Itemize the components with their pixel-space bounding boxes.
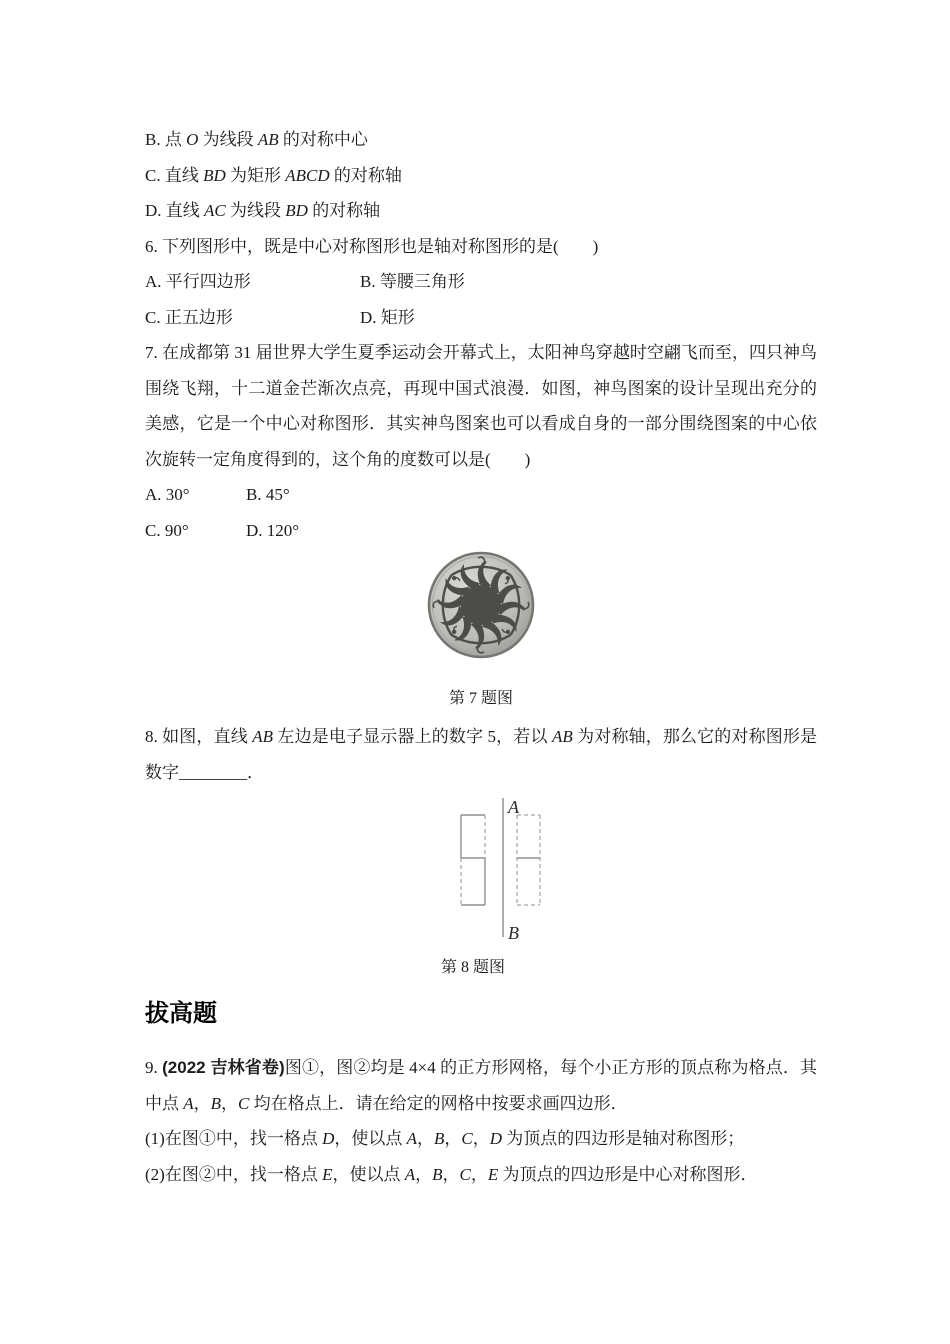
q9-part1: (1)在图①中，找一格点 D，使以点 A，B，C，D 为顶点的四边形是轴对称图形；	[145, 1129, 745, 1148]
q6-stem: 6. 下列图形中，既是中心对称图形也是轴对称图形的是( )	[145, 236, 599, 256]
worksheet-content	[145, 0, 817, 1192]
digit5-off-segments	[461, 815, 485, 905]
q9-part2: (2)在图②中，找一格点 E，使以点 A，B，C，E 为顶点的四边形是中心对称图形．	[145, 1164, 758, 1184]
q8-figure	[145, 796, 817, 943]
q6-option-c: C. 正五边形	[145, 307, 233, 327]
q7-stem-line1: 7. 在成都第 31 届世界大学生夏季运动会开幕式上，太阳神鸟穿越时空翩飞而至，四只神鸟	[145, 343, 817, 362]
q6-options-row1	[145, 264, 817, 300]
q7-option-c: C. 90°	[145, 520, 189, 540]
q5-option-c: C. 直线 BD 为矩形 ABCD 的对称轴	[145, 165, 402, 185]
digit5-solid-segments	[461, 815, 485, 905]
q7-figure-caption: 第 7 题图	[448, 690, 513, 707]
q7-stem-line2: 围绕飞翔，十二道金芒渐次点亮，再现中国式浪漫．如图，神鸟图案的设计呈现出充分的	[145, 378, 817, 398]
q7-option-d: D. 120°	[246, 520, 300, 540]
q9-stem-line1: 9. (2022 吉林省卷)图①，图②均是 4×4 的正方形网格，每个小正方形的顶点称为格点．其	[145, 1058, 817, 1077]
section-title: 拔高题	[145, 1000, 217, 1027]
axis-label-a: A	[508, 797, 519, 817]
q5-option-d: D. 直线 AC 为线段 BD 的对称轴	[145, 201, 381, 220]
q7-stem-line4: 次旋转一定角度得到的，这个角的度数可以是( )	[145, 449, 531, 469]
q9-stem-line2: 中点 A，B，C 均在格点上．请在给定的网格中按要求画四边形．	[145, 1093, 628, 1113]
q8-stem-line1: 8. 如图，直线 AB 左边是电子显示器上的数字 5，若以 AB 为对称轴，那么它的对称图形是	[145, 727, 818, 746]
mirror-dashed-segments	[517, 815, 540, 905]
q6-options-row2	[145, 300, 817, 336]
q7-options-row1	[145, 477, 817, 513]
q7-option-a: A. 30°	[145, 485, 190, 504]
q7-options-row2	[145, 513, 817, 549]
axis-label-b: B	[508, 923, 519, 943]
q5-option-b: B. 点 O 为线段 AB 的对称中心	[145, 130, 368, 149]
q8-stem	[145, 719, 817, 790]
q8-stem-line2: 数字________．	[145, 762, 264, 782]
sunbird-disc-image	[427, 551, 535, 659]
q6-option-a: A. 平行四边形	[145, 272, 251, 291]
q6-option-d: D. 矩形	[360, 307, 415, 327]
q7-figure	[145, 551, 817, 659]
q7-option-b: B. 45°	[246, 485, 290, 504]
digit5-mirror-image	[145, 796, 817, 943]
q9-stem	[145, 1050, 817, 1192]
q6-option-b: B. 等腰三角形	[360, 272, 465, 291]
q8-figure-caption: 第 8 题图	[440, 959, 505, 976]
q7-stem-line3: 美感，它是一个中心对称图形．其实神鸟图案也可以看成自身的一部分围绕图案的中心依	[145, 414, 817, 433]
